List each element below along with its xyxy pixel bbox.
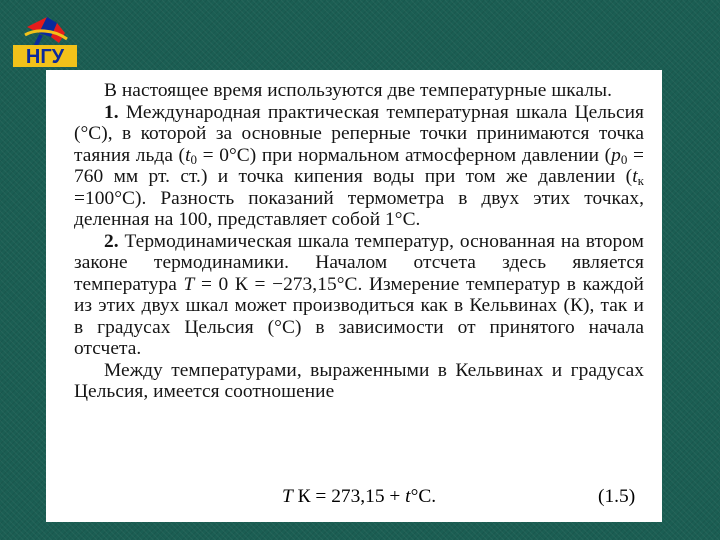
ngu-emblem-icon [13,13,77,68]
intro-paragraph: В настоящее время используются две температурные шкалы. [104,80,613,101]
relation-paragraph: Между температурами, выраженными в Кельвинах и градусах Цельсия, имеется соотношение [74,359,644,402]
thermodynamic-scale-paragraph: 2. Термодинамическая шкала температур, основанная на втором законе термодинамики. Началом отсчета здесь является температура T = 0 К = −273,15°С. Измерение температур в каждой из этих двух шкал может производиться как в Кельвинах (К), так и в градусах Цельсия (°С) в зависимости от принятого начала отсчета. [74,230,644,359]
page-text [74,80,644,403]
formula-row [46,486,662,510]
svg-text:НГУ: НГУ [25,46,65,68]
item-number-2: 2. [104,230,119,252]
university-logo [13,13,77,68]
equation-number: (1.5) [598,486,636,507]
item-number-1: 1. [104,101,119,123]
conversion-formula: T К = 273,15 + t°С. [282,486,437,507]
textbook-page [46,70,662,522]
celsius-scale-paragraph: 1. Международная практическая температурная шкала Цельсия (°С), в которой за основные реперные точки принимаются точка таяния льда $(t_0 = 0^\circ С)$ при нормальном атмосферном давлении ($p_0 = 760$ мм рт. ст.) и точка кипения воды при том же давлении $(t_к =100^\circ С)$. Разность показаний термометра в двух этих точках, деленная на 100, представляет собой 1°С. [74,101,644,230]
